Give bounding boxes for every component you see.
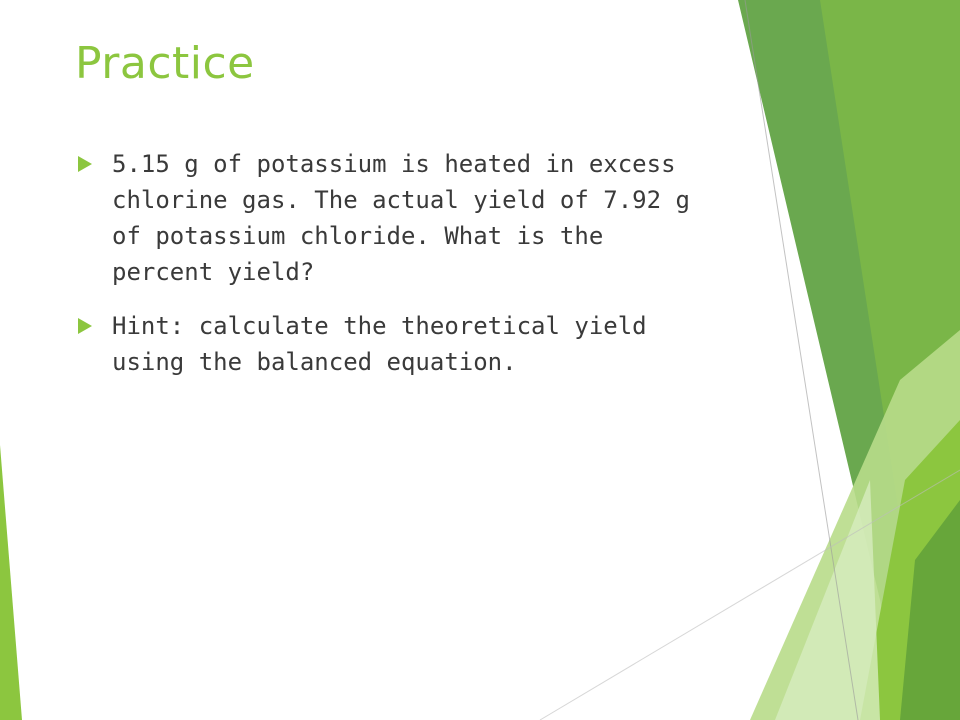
bullet-item-2 [78, 308, 718, 380]
bullet-list [78, 146, 718, 398]
bullet-item-1 [78, 146, 718, 290]
triangle-bullet-icon [78, 318, 92, 334]
triangle-bullet-icon [78, 156, 92, 172]
bullet-text-1: 5.15 g of potassium is heated in excess chlorine gas. The actual yield of 7.92 g of potassium chloride. What is the percent yield? [112, 150, 690, 286]
slide-title: Practice [75, 38, 255, 89]
bullet-text-2: Hint: calculate the theoretical yield using the balanced equation. [112, 312, 647, 376]
right-pale-green-wash [775, 480, 880, 720]
left-green-sliver [0, 445, 22, 720]
